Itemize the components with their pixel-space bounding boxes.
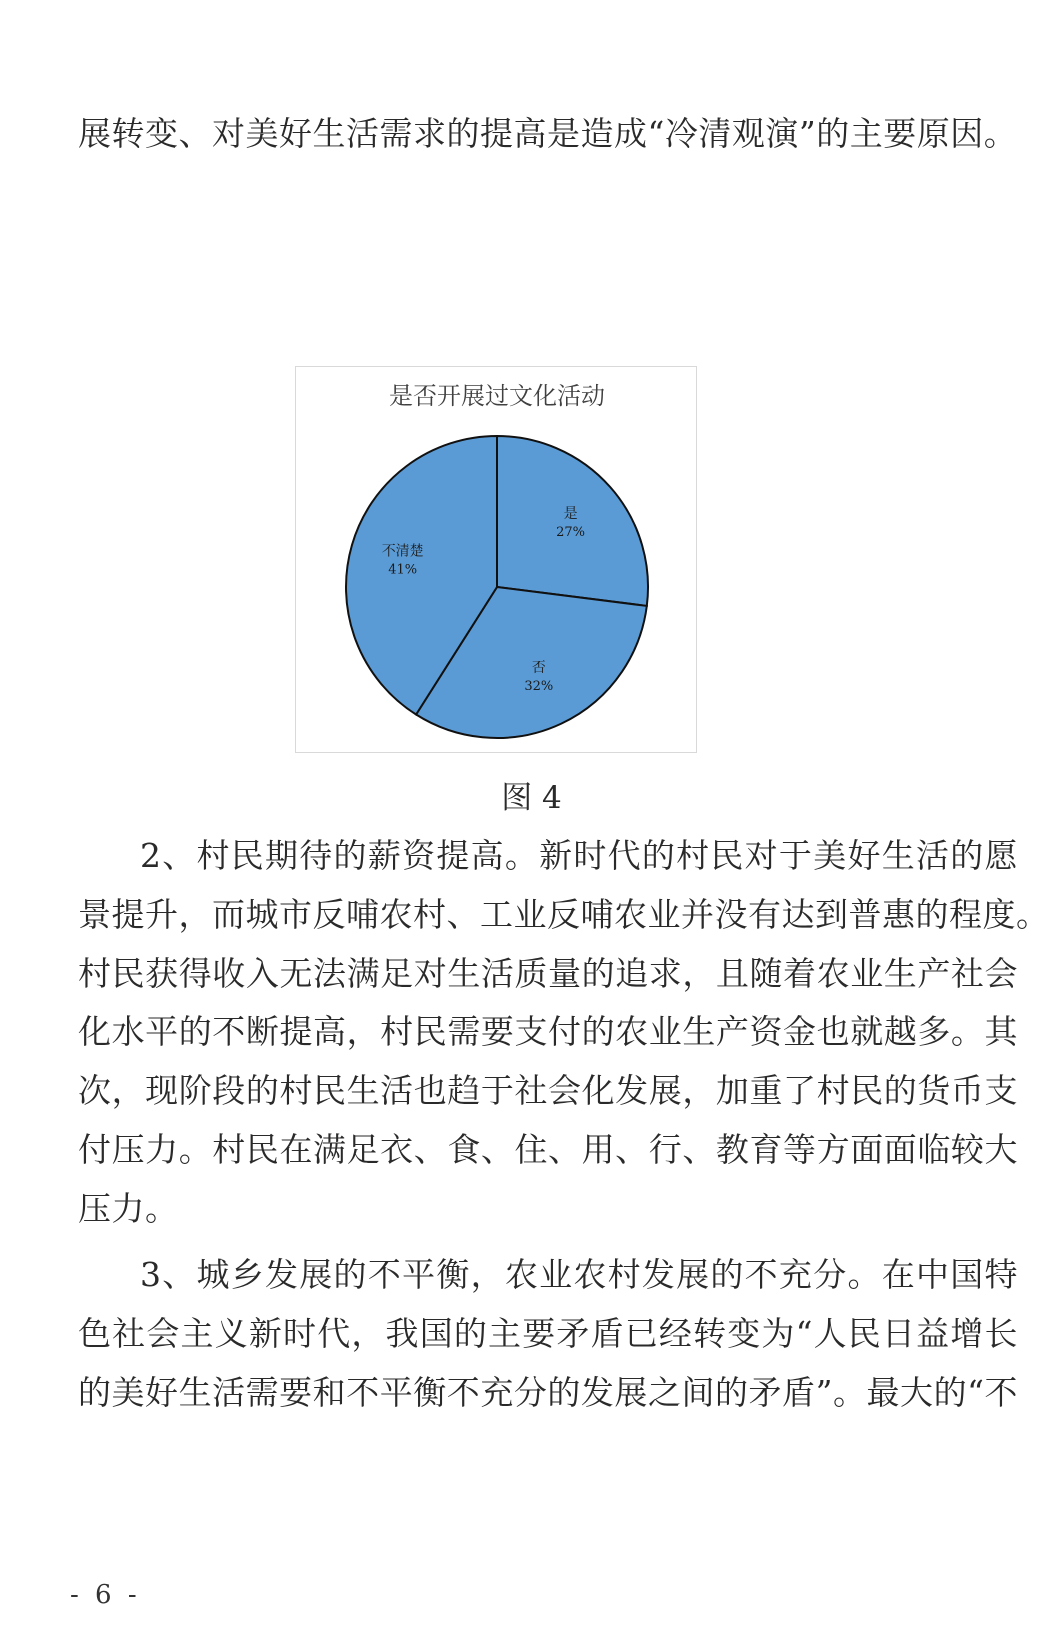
pie-slice-category-label: 是	[563, 506, 578, 523]
body-text-line: 压力。	[78, 1189, 179, 1228]
body-text-line: 的美好生活需要和不平衡不充分的发展之间的矛盾”。最大的“不	[78, 1373, 1018, 1412]
pie-slice-percent-label: 27%	[556, 525, 586, 541]
body-text-line: 展转变、对美好生活需求的提高是造成“冷清观演”的主要原因。	[78, 114, 1018, 153]
page-number: - 6 -	[70, 1580, 141, 1610]
body-text-line: 次，现阶段的村民生活也趋于社会化发展，加重了村民的货币支	[78, 1071, 1018, 1110]
body-text-line: 景提升，而城市反哺农村、工业反哺农业并没有达到普惠的程度。	[78, 895, 1050, 934]
body-text-line: 化水平的不断提高，村民需要支付的农业生产资金也就越多。其	[78, 1012, 1018, 1051]
pie-slice-category-label: 不清楚	[381, 543, 424, 560]
body-text-line: 村民获得收入无法满足对生活质量的追求，且随着农业生产社会	[78, 954, 1018, 993]
chart-title: 是否开展过文化活动	[389, 382, 605, 410]
pie-slice-percent-label: 32%	[524, 678, 554, 694]
body-text-line: 色社会主义新时代，我国的主要矛盾已经转变为“人民日益增长	[78, 1314, 1018, 1353]
pie-slice-percent-label: 41%	[388, 562, 418, 578]
pie-chart	[295, 366, 697, 753]
body-text-line: 3、城乡发展的不平衡，农业农村发展的不充分。在中国特	[140, 1255, 1018, 1294]
pie-slice-category-label: 否	[531, 659, 546, 676]
figure-caption: 图 4	[501, 780, 562, 816]
body-text-line: 2、村民期待的薪资提高。新时代的村民对于美好生活的愿	[140, 836, 1018, 875]
body-text-line: 付压力。村民在满足衣、食、住、用、行、教育等方面面临较大	[78, 1130, 1018, 1169]
pie-chart-svg	[296, 367, 698, 754]
